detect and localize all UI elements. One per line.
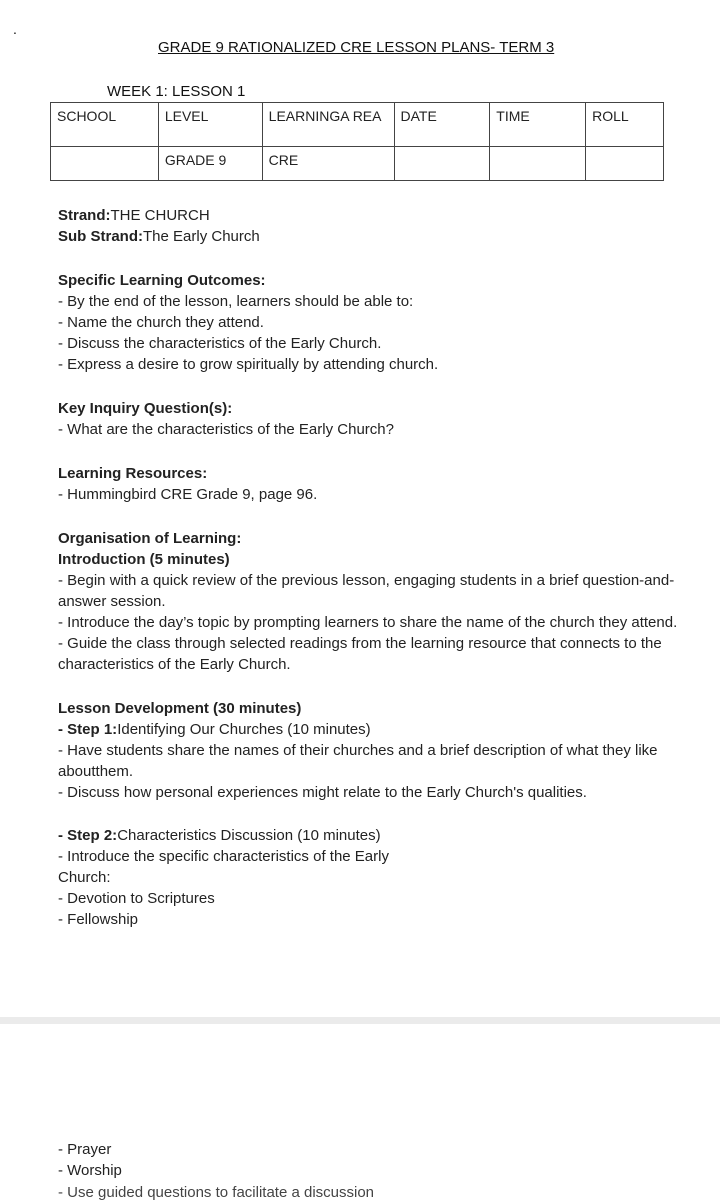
sub-strand-label: Sub Strand: [58, 228, 143, 245]
lesson-content [58, 205, 688, 930]
list-item: - Introduce the specific characteristics of the Early [58, 848, 389, 865]
list-item: - Discuss the characteristics of the Early Church. [58, 335, 382, 352]
step1-label: - Step 1: [58, 721, 118, 738]
table-header-cell: ROLL [586, 103, 664, 147]
document-title: GRADE 9 RATIONALIZED CRE LESSON PLANS- TERM 3 [158, 39, 555, 56]
document-page-2 [58, 1139, 688, 1181]
table-cell-learning-area: CRE [262, 147, 394, 181]
table-header-row [51, 103, 664, 147]
list-item: - Devotion to Scriptures [58, 890, 215, 907]
step2-line [58, 825, 688, 846]
strand-line [58, 205, 688, 226]
cutoff-text: - Use guided questions to facilitate a discussion [58, 1184, 375, 1201]
table-header-cell: SCHOOL [51, 103, 159, 147]
list-item: - Begin with a quick review of the previous lesson, engaging students in a brief question-and-answer session. [58, 572, 675, 610]
list-item: - What are the characteristics of the Early Church? [58, 421, 394, 438]
table-cell-school [51, 147, 159, 181]
strand-label: Strand: [58, 207, 111, 224]
list-item: - Express a desire to grow spiritually by attending church. [58, 356, 439, 373]
step1-line [58, 719, 688, 740]
strand-value: THE CHURCH [110, 207, 210, 224]
list-item: - By the end of the lesson, learners should be able to: [58, 293, 414, 310]
table-header-cell: LEVEL [158, 103, 262, 147]
table-cell-roll [586, 147, 664, 181]
list-item: - Introduce the day’s topic by prompting learners to share the name of the church they attend. [58, 614, 678, 631]
table-row [51, 147, 664, 181]
step1-title: Identifying Our Churches (10 minutes) [117, 721, 371, 738]
list-item: - Name the church they attend. [58, 314, 264, 331]
list-item: Church: [58, 869, 111, 886]
stray-dot: . [13, 21, 17, 37]
inquiry-heading: Key Inquiry Question(s): [58, 400, 233, 417]
sub-strand-line [58, 226, 688, 247]
outcomes-heading: Specific Learning Outcomes: [58, 272, 266, 289]
cutoff-text-line [58, 1182, 388, 1201]
list-item: - Hummingbird CRE Grade 9, page 96. [58, 486, 318, 503]
list-item: - Discuss how personal experiences might relate to the Early Church's qualities. [58, 784, 587, 801]
list-item: - Fellowship [58, 911, 139, 928]
table-cell-date [394, 147, 490, 181]
organisation-heading: Organisation of Learning: [58, 530, 242, 547]
table-header-cell: LEARNINGA REA [262, 103, 394, 147]
table-header-cell: TIME [490, 103, 586, 147]
list-item: - Guide the class through selected readings from the learning resource that connects to the characteristics of the Early Church. [58, 635, 662, 673]
table-header-cell: DATE [394, 103, 490, 147]
list-item: - Have students share the names of their churches and a brief description of what they like aboutthem. [58, 742, 658, 780]
table-cell-time [490, 147, 586, 181]
week-lesson-label: WEEK 1: LESSON 1 [107, 83, 246, 100]
step2-label: - Step 2: [58, 827, 118, 844]
step2-title: Characteristics Discussion (10 minutes) [117, 827, 381, 844]
page-break-divider [0, 1017, 720, 1024]
list-item: - Prayer [58, 1141, 112, 1158]
introduction-heading: Introduction (5 minutes) [58, 551, 230, 568]
sub-strand-value: The Early Church [143, 228, 260, 245]
list-item: - Worship [58, 1162, 122, 1179]
resources-heading: Learning Resources: [58, 465, 208, 482]
development-heading: Lesson Development (30 minutes) [58, 700, 302, 717]
table-cell-level: GRADE 9 [158, 147, 262, 181]
lesson-info-table [50, 102, 664, 181]
